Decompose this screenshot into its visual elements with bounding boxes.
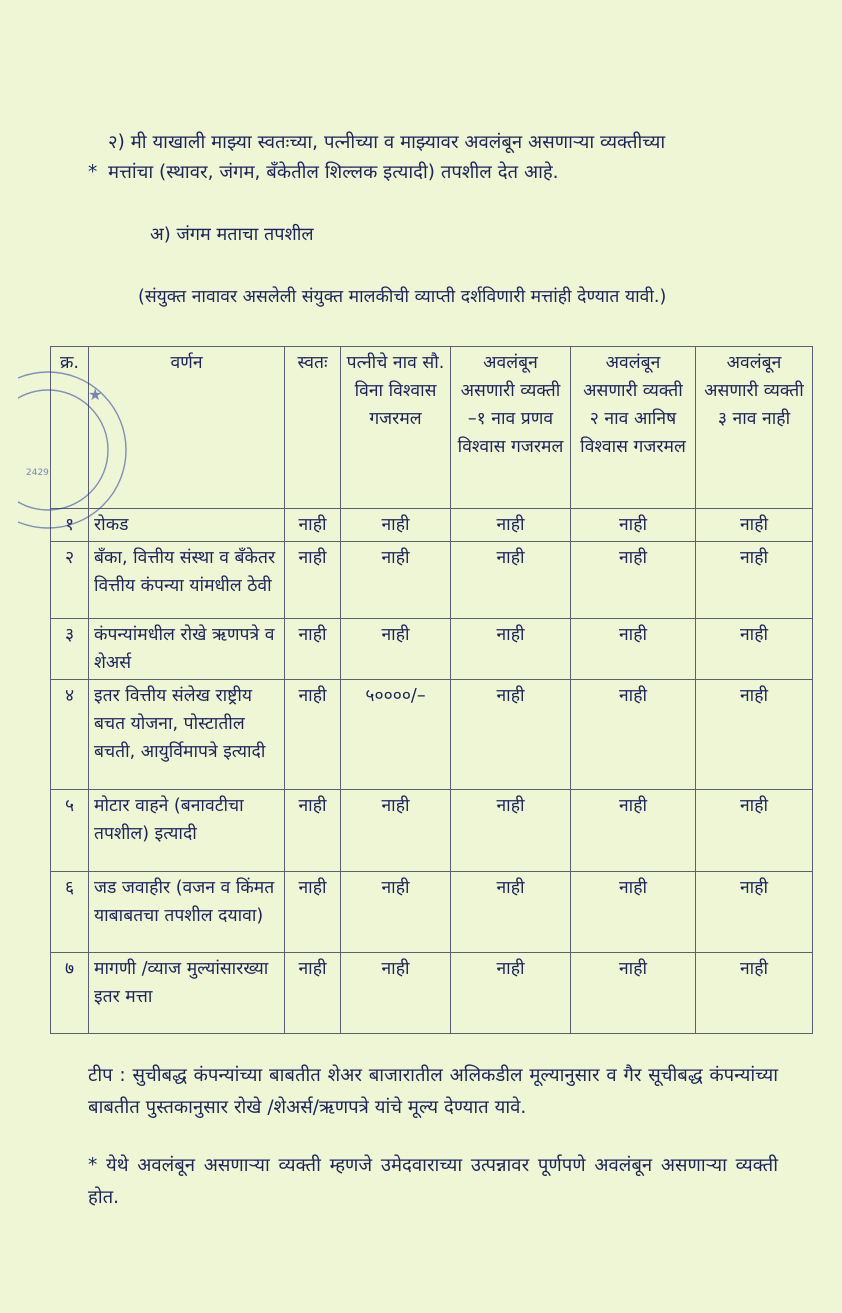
value-self: नाही [285, 680, 341, 790]
dependent-footnote: * येथे अवलंबून असणाऱ्या व्यक्ती म्हणजे उमेदवाराच्या उत्पन्नावर पूर्णपणे अवलंबून असणाऱ्या व्यक्ती होत. [88, 1155, 778, 1208]
value-self: नाही [285, 542, 341, 619]
table-row [51, 953, 813, 1034]
row-description: इतर वित्तीय संलेख राष्ट्रीय बचत योजना, पोस्टातील बचती, आयुर्विमापत्रे इत्यादी [89, 680, 285, 790]
value-self: नाही [285, 872, 341, 953]
value-dependent-1: नाही [451, 953, 571, 1034]
intro-line-1: २) मी याखाली माझ्या स्वतःच्या, पत्नीच्या व माझ्यावर अवलंबून असणाऱ्या व्यक्तीच्या [108, 132, 666, 153]
value-dependent-3: नाही [696, 680, 813, 790]
row-number: ६ [51, 872, 89, 953]
table-row [51, 542, 813, 619]
row-number: २ [51, 542, 89, 619]
value-spouse: नाही [341, 953, 451, 1034]
row-number: १ [51, 509, 89, 542]
value-dependent-3: नाही [696, 542, 813, 619]
svg-text:★: ★ [88, 385, 103, 404]
asterisk-mark: * [88, 162, 98, 183]
header-self: स्वतः [285, 347, 341, 509]
row-description: मोटार वाहने (बनावटीचा तपशील) इत्यादी [89, 790, 285, 872]
value-dependent-3: नाही [696, 953, 813, 1034]
section-heading: अ) जंगम मताचा तपशील [150, 224, 314, 245]
header-description: वर्णन [89, 347, 285, 509]
tip-note: टीप : सुचीबद्ध कंपन्यांच्या बाबतीत शेअर बाजारातील अलिकडील मूल्यानुसार व गैर सूचीबद्ध कंपन्यांच्या बाबतीत पुस्तकानुसार रोखे /शेअर्स/ऋणपत्रे यांचे मूल्य देण्यात यावे. [88, 1065, 778, 1118]
value-self: नाही [285, 619, 341, 680]
value-spouse: नाही [341, 872, 451, 953]
table-row [51, 872, 813, 953]
value-dependent-2: नाही [571, 619, 696, 680]
value-spouse: नाही [341, 542, 451, 619]
row-description: बँका, वित्तीय संस्था व बँकेतर वित्तीय कंपन्या यांमधील ठेवी [89, 542, 285, 619]
value-dependent-3: नाही [696, 872, 813, 953]
header-serial: क्र. [51, 347, 89, 509]
stamp-number: 2429 [26, 468, 49, 478]
joint-ownership-note: (संयुक्त नावावर असलेली संयुक्त मालकीची व्याप्ती दर्शविणारी मत्तांही देण्यात यावी.) [138, 287, 667, 307]
value-dependent-1: नाही [451, 542, 571, 619]
value-dependent-2: नाही [571, 872, 696, 953]
value-dependent-2: नाही [571, 509, 696, 542]
value-dependent-3: नाही [696, 509, 813, 542]
header-dependent-2: अवलंबून असणारी व्यक्ती २ नाव आनिष विश्वास गजरमल [571, 347, 696, 509]
value-dependent-2: नाही [571, 953, 696, 1034]
value-dependent-1: नाही [451, 790, 571, 872]
value-dependent-2: नाही [571, 542, 696, 619]
movable-assets-table [50, 346, 813, 1034]
value-dependent-1: नाही [451, 872, 571, 953]
header-dependent-3: अवलंबून असणारी व्यक्ती ३ नाव नाही [696, 347, 813, 509]
value-self: नाही [285, 790, 341, 872]
value-dependent-3: नाही [696, 619, 813, 680]
value-spouse: नाही [341, 509, 451, 542]
intro-paragraph [88, 128, 788, 188]
table-row [51, 619, 813, 680]
row-number: ७ [51, 953, 89, 1034]
value-self: नाही [285, 953, 341, 1034]
value-self: नाही [285, 509, 341, 542]
value-dependent-1: नाही [451, 619, 571, 680]
value-dependent-2: नाही [571, 680, 696, 790]
value-spouse: नाही [341, 790, 451, 872]
value-spouse: ५००००/– [341, 680, 451, 790]
row-description: जड जवाहीर (वजन व किंमत याबाबतचा तपशील दयावा) [89, 872, 285, 953]
row-number: ४ [51, 680, 89, 790]
header-dependent-1: अवलंबून असणारी व्यक्ती –१ नाव प्रणव विश्वास गजरमल [451, 347, 571, 509]
table-row [51, 509, 813, 542]
value-spouse: नाही [341, 619, 451, 680]
intro-line-2: मत्तांचा (स्थावर, जंगम, बँकेतील शिल्लक इत्यादी) तपशील देत आहे. [108, 162, 559, 183]
value-dependent-1: नाही [451, 509, 571, 542]
row-number: ३ [51, 619, 89, 680]
table-row [51, 680, 813, 790]
row-description: मागणी /व्याज मुल्यांसारख्या इतर मत्ता [89, 953, 285, 1034]
table-header-row [51, 347, 813, 509]
table-row [51, 790, 813, 872]
row-number: ५ [51, 790, 89, 872]
row-description: कंपन्यांमधील रोखे ऋणपत्रे व शेअर्स [89, 619, 285, 680]
value-dependent-1: नाही [451, 680, 571, 790]
header-spouse: पत्नीचे नाव सौ. विना विश्वास गजरमल [341, 347, 451, 509]
value-dependent-3: नाही [696, 790, 813, 872]
row-description: रोकड [89, 509, 285, 542]
value-dependent-2: नाही [571, 790, 696, 872]
